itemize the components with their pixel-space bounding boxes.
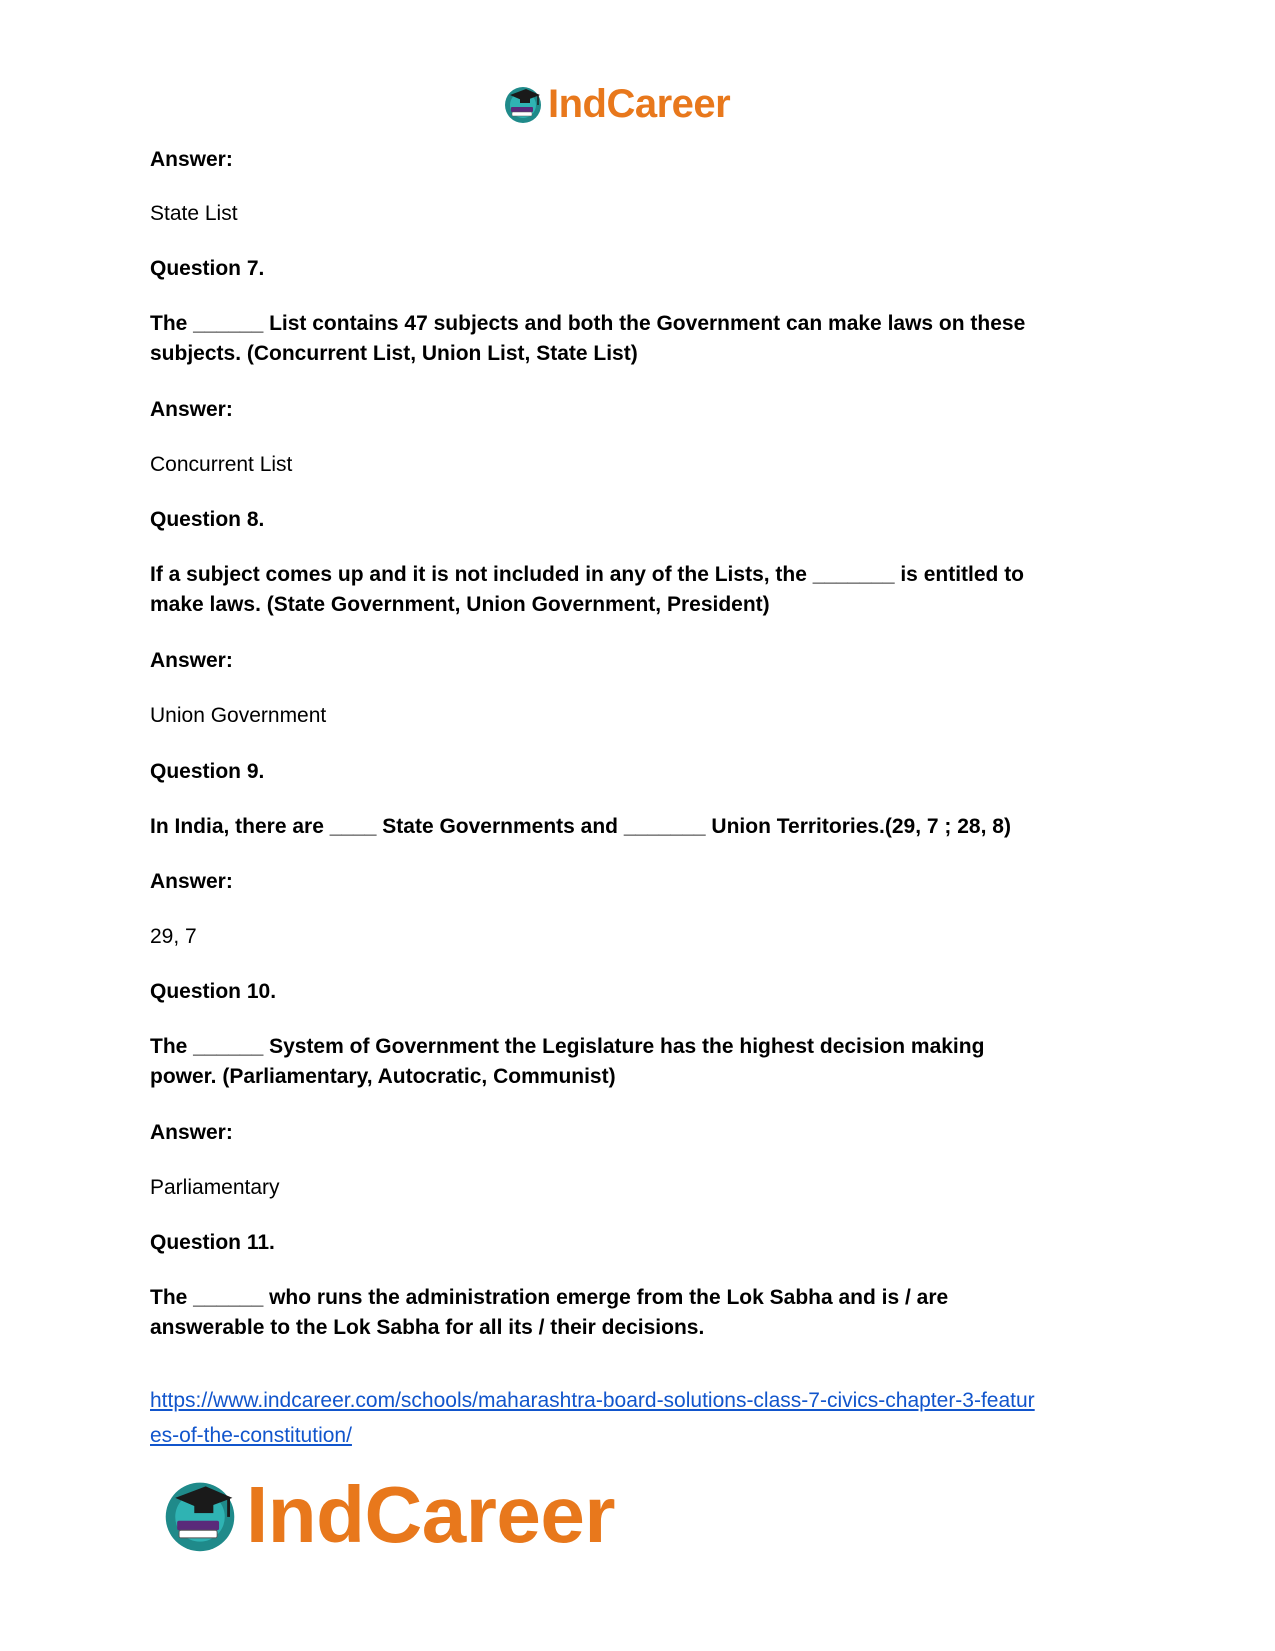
question-label: Question 8. xyxy=(150,508,265,531)
question-text-line: The ______ List contains 47 subjects and both the Government can make laws on these xyxy=(150,312,1026,335)
graduation-cap-globe-icon xyxy=(160,1475,240,1555)
question-text-line: power. (Parliamentary, Autocratic, Communist) xyxy=(150,1065,616,1088)
answer-label: Answer: xyxy=(150,649,233,672)
answer-text: State List xyxy=(150,202,238,225)
answer-label: Answer: xyxy=(150,148,233,171)
question-label: Question 7. xyxy=(150,257,265,280)
answer-text: Union Government xyxy=(150,704,327,727)
question-text-line: The ______ System of Government the Legislature has the highest decision making xyxy=(150,1035,985,1058)
question-label: Question 11. xyxy=(150,1231,275,1254)
answer-text: Concurrent List xyxy=(150,453,293,476)
answer-text: 29, 7 xyxy=(150,925,197,948)
question-text-line: In India, there are ____ State Governments and _______ Union Territories.(29, 7 ; 28, 8) xyxy=(150,815,1011,838)
question-label: Question 9. xyxy=(150,760,265,783)
source-url-link-continued[interactable]: es-of-the-constitution/ xyxy=(150,1424,352,1447)
graduation-cap-globe-icon xyxy=(502,83,544,125)
question-label: Question 10. xyxy=(150,980,277,1003)
question-text-line: answerable to the Lok Sabha for all its / their decisions. xyxy=(150,1316,705,1339)
question-text-line: If a subject comes up and it is not included in any of the Lists, the _______ is entitled to xyxy=(150,563,1025,586)
answer-label: Answer: xyxy=(150,1121,233,1144)
logo-brand-text: IndCareer xyxy=(246,1470,615,1559)
answer-text: Parliamentary xyxy=(150,1176,280,1199)
logo-brand-text: IndCareer xyxy=(548,82,731,126)
indcareer-logo-top xyxy=(502,80,730,128)
question-text-line: The ______ who runs the administration emerge from the Lok Sabha and is / are xyxy=(150,1286,949,1309)
question-text-line: make laws. (State Government, Union Government, President) xyxy=(150,593,770,616)
source-url-link[interactable]: https://www.indcareer.com/schools/maharashtra-board-solutions-class-7-civics-chapter-3-featur xyxy=(150,1389,1035,1412)
answer-label: Answer: xyxy=(150,398,233,421)
answer-label: Answer: xyxy=(150,870,233,893)
indcareer-logo-bottom xyxy=(160,1470,615,1560)
question-text-line: subjects. (Concurrent List, Union List, State List) xyxy=(150,342,638,365)
